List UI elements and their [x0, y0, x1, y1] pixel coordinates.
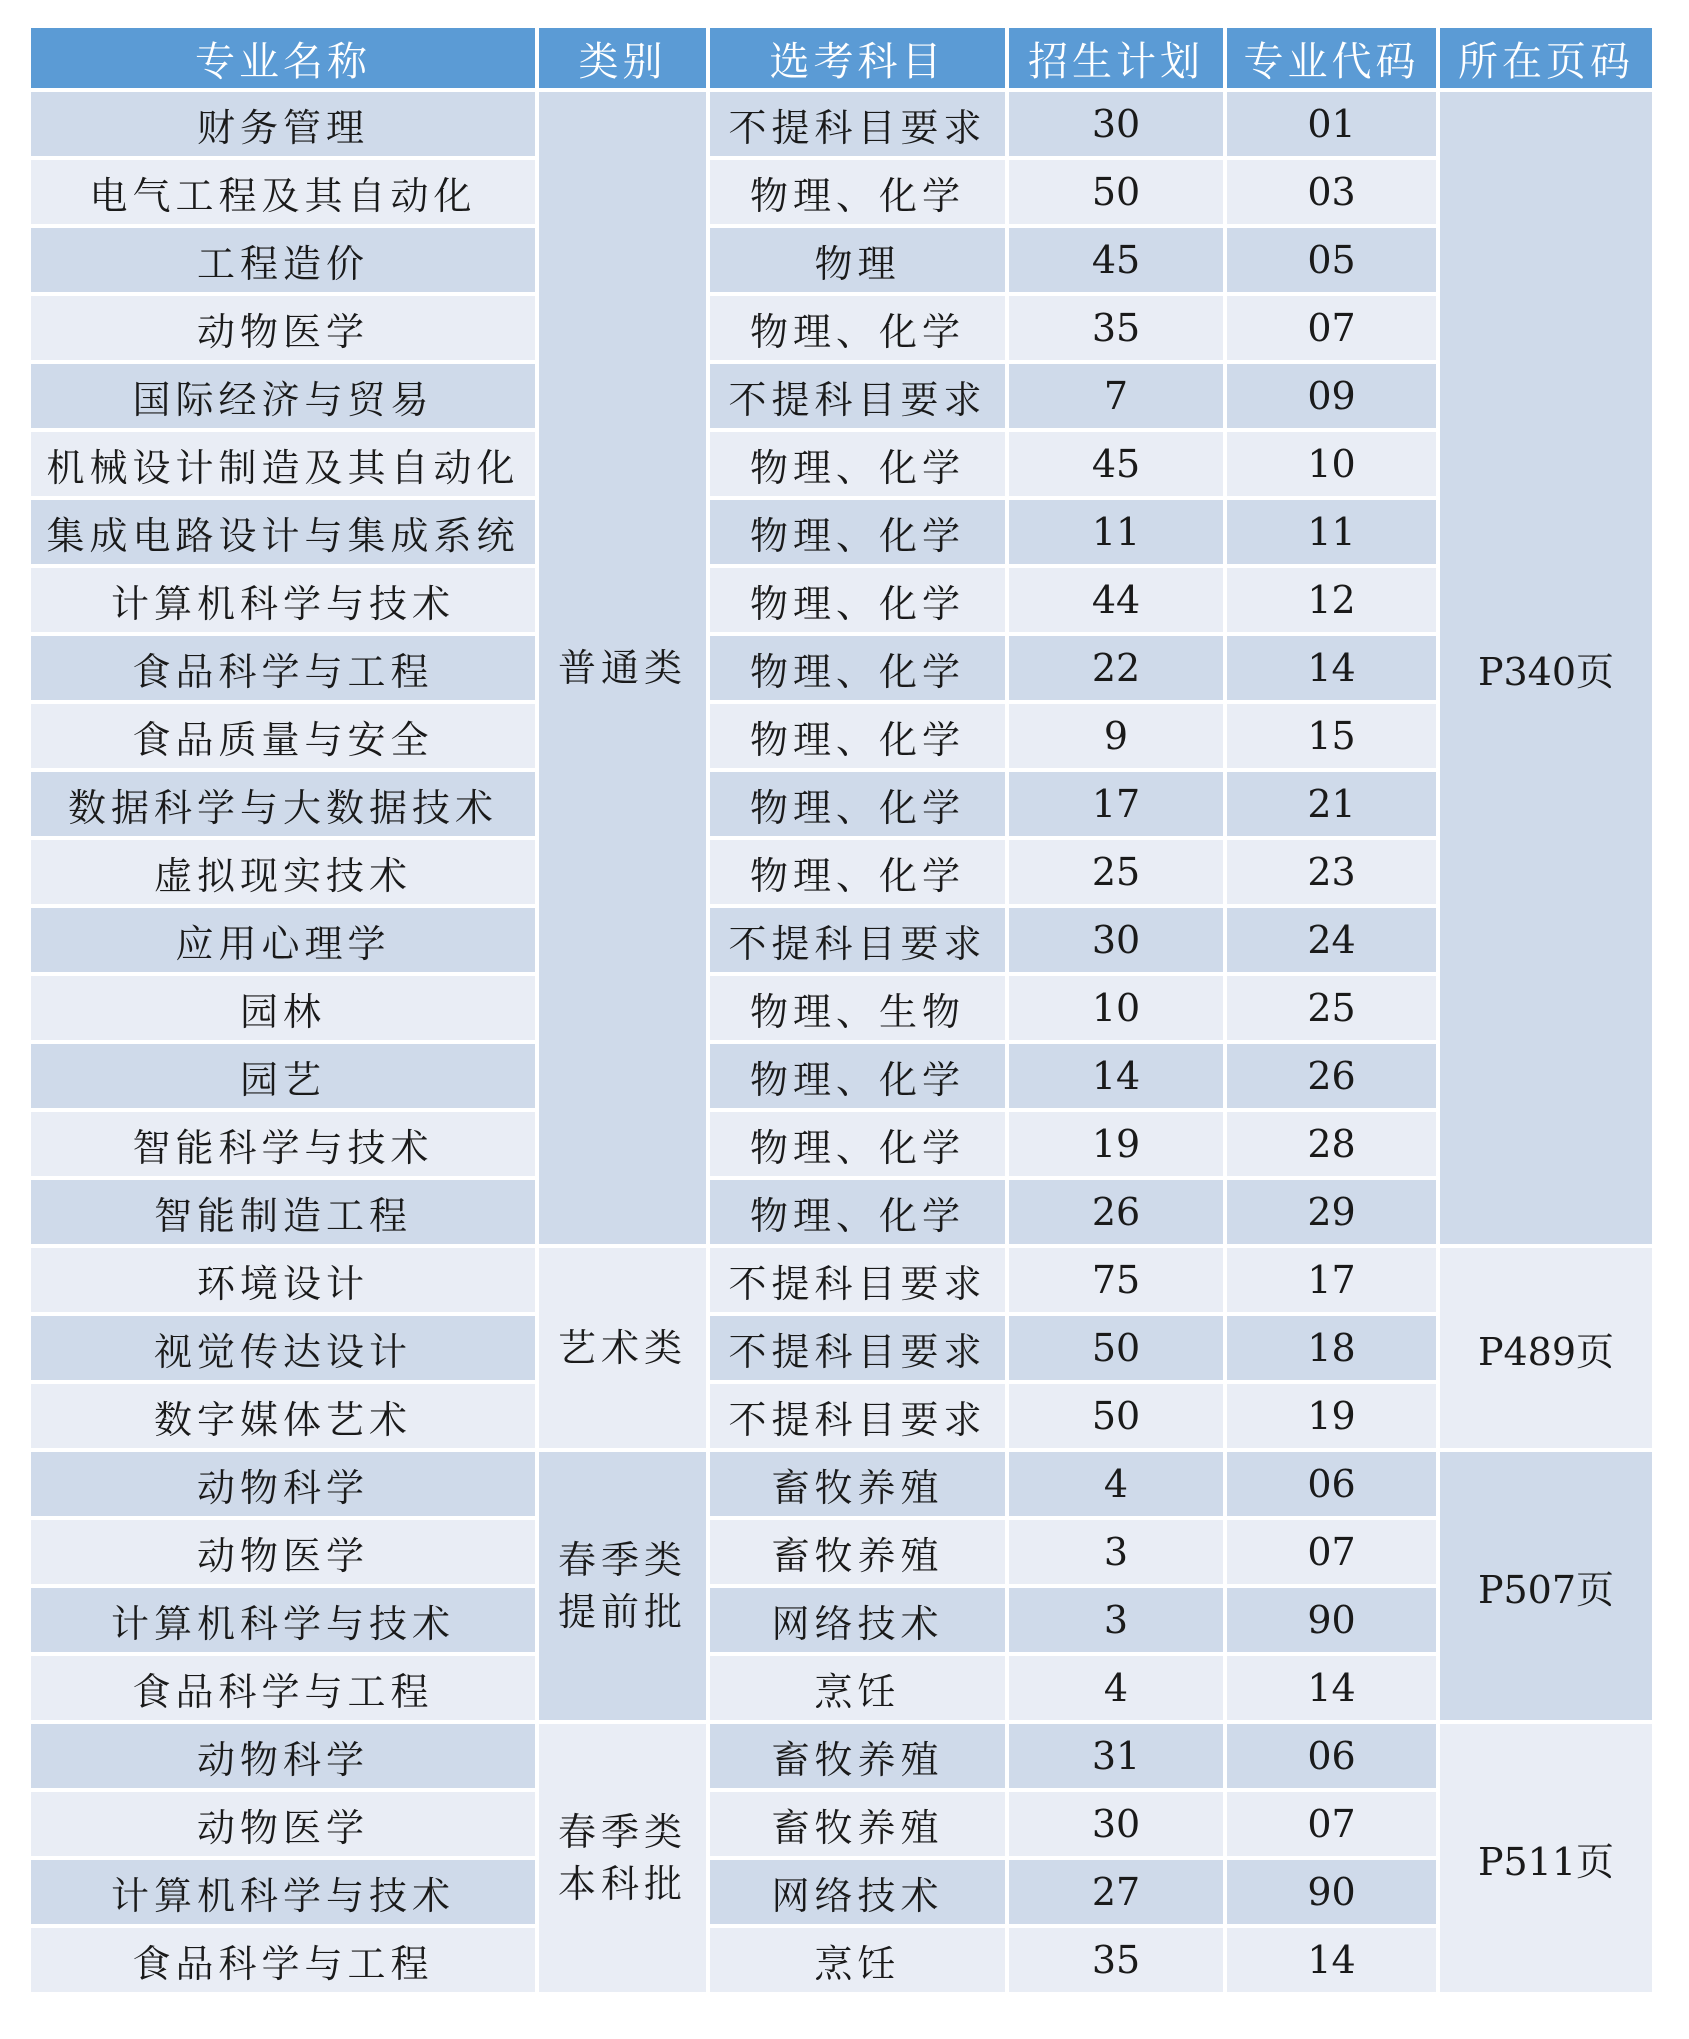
major-name-cell: 园艺	[31, 1044, 535, 1108]
enrollment-plan-cell: 14	[1009, 1044, 1223, 1108]
major-code-cell: 23	[1227, 840, 1436, 904]
subject-requirement-cell: 物理、化学	[710, 1044, 1005, 1108]
major-code-cell: 90	[1227, 1860, 1436, 1924]
subject-requirement-cell: 不提科目要求	[710, 1384, 1005, 1448]
major-code-cell: 14	[1227, 1656, 1436, 1720]
major-code-cell: 07	[1227, 1792, 1436, 1856]
table-row	[31, 704, 1652, 768]
enrollment-plan-cell: 30	[1009, 1792, 1223, 1856]
header-plan: 招生计划	[1009, 28, 1223, 88]
table-row	[31, 364, 1652, 428]
header-page: 所在页码	[1440, 28, 1652, 88]
enrollment-plan-cell: 35	[1009, 296, 1223, 360]
subject-requirement-cell: 物理、化学	[710, 1112, 1005, 1176]
subject-requirement-cell: 物理、化学	[710, 840, 1005, 904]
major-name-cell: 国际经济与贸易	[31, 364, 535, 428]
subject-requirement-cell: 物理、化学	[710, 500, 1005, 564]
major-name-cell: 园林	[31, 976, 535, 1040]
major-code-cell: 05	[1227, 228, 1436, 292]
enrollment-plan-cell: 50	[1009, 160, 1223, 224]
major-name-cell: 智能科学与技术	[31, 1112, 535, 1176]
enrollment-plan-cell: 7	[1009, 364, 1223, 428]
subject-requirement-cell: 畜牧养殖	[710, 1724, 1005, 1788]
major-code-cell: 15	[1227, 704, 1436, 768]
major-code-cell: 21	[1227, 772, 1436, 836]
table-row	[31, 1588, 1652, 1652]
major-name-cell: 财务管理	[31, 92, 535, 156]
enrollment-plan-cell: 30	[1009, 908, 1223, 972]
major-code-cell: 29	[1227, 1180, 1436, 1244]
table-row	[31, 568, 1652, 632]
major-code-cell: 24	[1227, 908, 1436, 972]
category-label: 普通类	[557, 646, 687, 690]
table-row	[31, 1180, 1652, 1244]
subject-requirement-cell: 物理、化学	[710, 432, 1005, 496]
enrollment-plan-cell: 4	[1009, 1656, 1223, 1720]
subject-requirement-cell: 物理、生物	[710, 976, 1005, 1040]
subject-requirement-cell: 物理、化学	[710, 160, 1005, 224]
enrollment-plan-cell: 10	[1009, 976, 1223, 1040]
major-name-cell: 动物医学	[31, 1792, 535, 1856]
category-label: 春季类	[557, 1810, 687, 1854]
major-name-cell: 智能制造工程	[31, 1180, 535, 1244]
table-row	[31, 1860, 1652, 1924]
major-name-cell: 虚拟现实技术	[31, 840, 535, 904]
major-code-cell: 18	[1227, 1316, 1436, 1380]
enrollment-plan-cell: 19	[1009, 1112, 1223, 1176]
enrollment-plan-cell: 31	[1009, 1724, 1223, 1788]
major-code-cell: 14	[1227, 636, 1436, 700]
major-code-cell: 12	[1227, 568, 1436, 632]
table-row	[31, 976, 1652, 1040]
page-number-cell: P511页	[1440, 1724, 1652, 1992]
header-major-name: 专业名称	[31, 28, 535, 88]
enrollment-plan-cell: 25	[1009, 840, 1223, 904]
subject-requirement-cell: 物理、化学	[710, 772, 1005, 836]
enrollment-plan-cell: 30	[1009, 92, 1223, 156]
major-code-cell: 90	[1227, 1588, 1436, 1652]
subject-requirement-cell: 物理、化学	[710, 704, 1005, 768]
table-row	[31, 1384, 1652, 1448]
table-row	[31, 1452, 1652, 1516]
subject-requirement-cell: 网络技术	[710, 1860, 1005, 1924]
table-row	[31, 1112, 1652, 1176]
major-name-cell: 食品科学与工程	[31, 1656, 535, 1720]
major-code-cell: 06	[1227, 1724, 1436, 1788]
table-row	[31, 1928, 1652, 1992]
major-code-cell: 14	[1227, 1928, 1436, 1992]
enrollment-plan-cell: 17	[1009, 772, 1223, 836]
enrollment-plan-cell: 50	[1009, 1384, 1223, 1448]
category-label: 提前批	[557, 1590, 687, 1634]
major-code-cell: 07	[1227, 1520, 1436, 1584]
table-row	[31, 1656, 1652, 1720]
table-row	[31, 500, 1652, 564]
enrollment-plan-cell: 75	[1009, 1248, 1223, 1312]
major-name-cell: 机械设计制造及其自动化	[31, 432, 535, 496]
category-cell	[539, 1248, 706, 1448]
major-name-cell: 数字媒体艺术	[31, 1384, 535, 1448]
category-cell	[539, 1452, 706, 1720]
major-code-cell: 19	[1227, 1384, 1436, 1448]
enrollment-plan-cell: 4	[1009, 1452, 1223, 1516]
enrollment-plan-cell: 9	[1009, 704, 1223, 768]
enrollment-plan-cell: 22	[1009, 636, 1223, 700]
major-code-cell: 09	[1227, 364, 1436, 428]
major-name-cell: 食品科学与工程	[31, 636, 535, 700]
table-row	[31, 636, 1652, 700]
subject-requirement-cell: 不提科目要求	[710, 1316, 1005, 1380]
category-label: 艺术类	[557, 1326, 687, 1370]
category-cell	[539, 92, 706, 1244]
table-row	[31, 908, 1652, 972]
subject-requirement-cell: 畜牧养殖	[710, 1452, 1005, 1516]
major-name-cell: 数据科学与大数据技术	[31, 772, 535, 836]
subject-requirement-cell: 畜牧养殖	[710, 1520, 1005, 1584]
major-name-cell: 动物医学	[31, 1520, 535, 1584]
major-name-cell: 环境设计	[31, 1248, 535, 1312]
enrollment-plan-cell: 45	[1009, 228, 1223, 292]
category-label: 春季类	[557, 1538, 687, 1582]
subject-requirement-cell: 不提科目要求	[710, 364, 1005, 428]
enrollment-plan-cell: 3	[1009, 1520, 1223, 1584]
table-row	[31, 840, 1652, 904]
table-row	[31, 1520, 1652, 1584]
major-code-cell: 01	[1227, 92, 1436, 156]
major-name-cell: 动物医学	[31, 296, 535, 360]
table-row	[31, 1248, 1652, 1312]
category-label: 本科批	[557, 1862, 687, 1906]
subject-requirement-cell: 烹饪	[710, 1928, 1005, 1992]
major-code-cell: 17	[1227, 1248, 1436, 1312]
page-number-cell: P340页	[1440, 92, 1652, 1244]
enrollment-plan-cell: 3	[1009, 1588, 1223, 1652]
header-major-code: 专业代码	[1227, 28, 1436, 88]
header-row	[31, 28, 1652, 88]
page-number-cell: P507页	[1440, 1452, 1652, 1720]
subject-requirement-cell: 物理	[710, 228, 1005, 292]
subject-requirement-cell: 物理、化学	[710, 568, 1005, 632]
major-name-cell: 应用心理学	[31, 908, 535, 972]
subject-requirement-cell: 网络技术	[710, 1588, 1005, 1652]
table-row	[31, 1316, 1652, 1380]
table-row	[31, 228, 1652, 292]
page-number-cell: P489页	[1440, 1248, 1652, 1448]
major-name-cell: 集成电路设计与集成系统	[31, 500, 535, 564]
table-body	[31, 92, 1652, 1992]
major-name-cell: 计算机科学与技术	[31, 1588, 535, 1652]
major-code-cell: 25	[1227, 976, 1436, 1040]
enrollment-plan-cell: 35	[1009, 1928, 1223, 1992]
major-name-cell: 计算机科学与技术	[31, 1860, 535, 1924]
enrollment-plan-cell: 44	[1009, 568, 1223, 632]
subject-requirement-cell: 不提科目要求	[710, 92, 1005, 156]
table-row	[31, 772, 1652, 836]
major-name-cell: 动物科学	[31, 1724, 535, 1788]
subject-requirement-cell: 物理、化学	[710, 296, 1005, 360]
subject-requirement-cell: 畜牧养殖	[710, 1792, 1005, 1856]
table-row	[31, 296, 1652, 360]
enrollment-plan-cell: 50	[1009, 1316, 1223, 1380]
header-category: 类别	[539, 28, 706, 88]
major-name-cell: 工程造价	[31, 228, 535, 292]
enrollment-plan-cell: 45	[1009, 432, 1223, 496]
enrollment-plan-cell: 26	[1009, 1180, 1223, 1244]
subject-requirement-cell: 烹饪	[710, 1656, 1005, 1720]
major-code-cell: 10	[1227, 432, 1436, 496]
header-subjects: 选考科目	[710, 28, 1005, 88]
major-code-cell: 07	[1227, 296, 1436, 360]
major-name-cell: 动物科学	[31, 1452, 535, 1516]
major-code-cell: 03	[1227, 160, 1436, 224]
category-cell	[539, 1724, 706, 1992]
subject-requirement-cell: 物理、化学	[710, 1180, 1005, 1244]
subject-requirement-cell: 物理、化学	[710, 636, 1005, 700]
major-name-cell: 视觉传达设计	[31, 1316, 535, 1380]
table-row	[31, 92, 1652, 156]
table-row	[31, 1792, 1652, 1856]
major-name-cell: 食品质量与安全	[31, 704, 535, 768]
table-row	[31, 160, 1652, 224]
major-name-cell: 食品科学与工程	[31, 1928, 535, 1992]
major-code-cell: 06	[1227, 1452, 1436, 1516]
major-name-cell: 计算机科学与技术	[31, 568, 535, 632]
enrollment-plan-cell: 11	[1009, 500, 1223, 564]
table-row	[31, 1724, 1652, 1788]
subject-requirement-cell: 不提科目要求	[710, 1248, 1005, 1312]
table-row	[31, 1044, 1652, 1108]
major-code-cell: 28	[1227, 1112, 1436, 1176]
major-code-cell: 11	[1227, 500, 1436, 564]
subject-requirement-cell: 不提科目要求	[710, 908, 1005, 972]
table-row	[31, 432, 1652, 496]
enrollment-table-container	[31, 28, 1652, 1992]
major-name-cell: 电气工程及其自动化	[31, 160, 535, 224]
enrollment-table	[27, 24, 1656, 1996]
major-code-cell: 26	[1227, 1044, 1436, 1108]
enrollment-plan-cell: 27	[1009, 1860, 1223, 1924]
